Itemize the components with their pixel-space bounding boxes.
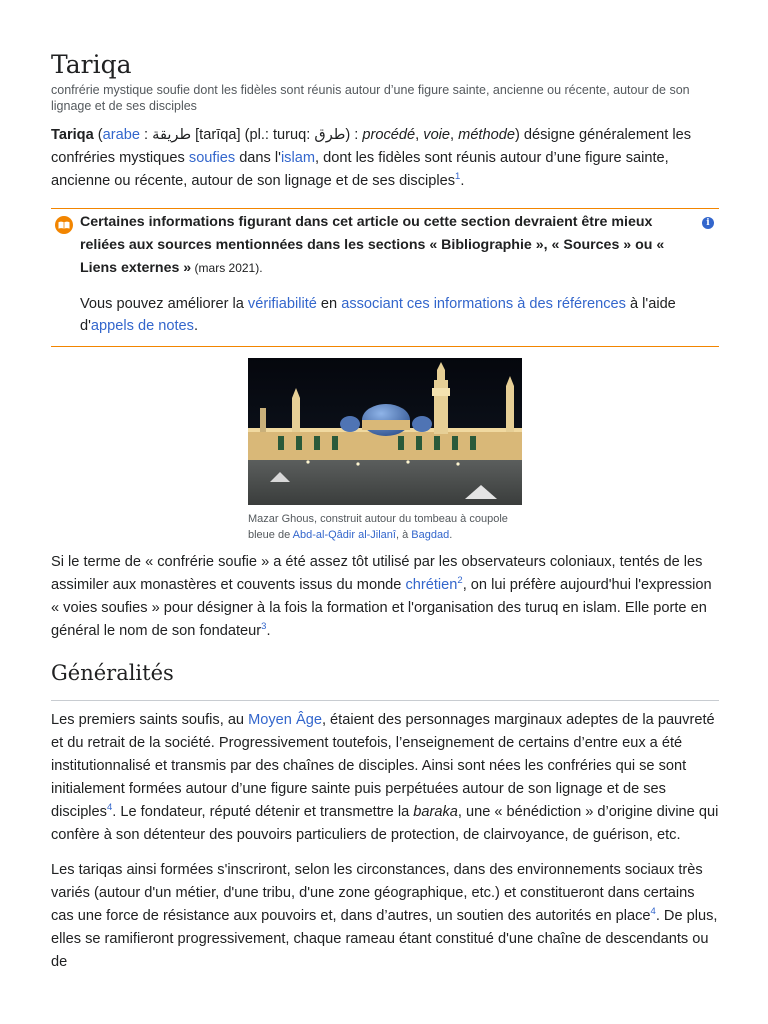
intro-text: , dont les fidèles sont réunis autour d’une figure sainte, ancienne ou récente, autour de son lignage et de ses disciples (51, 150, 669, 189)
article-figure (248, 358, 522, 543)
paragraph-text: , étaient des personnages marginaux adeptes de la pauvreté et du retrait de la société. Progressivement toutefois, l’enseignement de certains d’entre eux a été institutionnalisé et transmis par des chaînes de disciples. Ainsi sont nées les confréries qui se sont initialement formées autour d’une figure sainte puis perpétuées autour de son lignage et de ses disciples (51, 712, 715, 820)
verifiability-notice (51, 208, 719, 347)
terminology-paragraph (51, 551, 719, 643)
paragraph-text: Les tariqas ainsi formées s'inscriront, selon les circonstances, dans des environnements sociaux très variés (autour d'un métier, d'une tribu, d'une zone géographique, etc.) et constitueront dans certains cas une force de résistance aux pouvoirs et, dans d’autres, un soutien des autorités en place (51, 862, 703, 924)
page-title: Tariqa (51, 50, 132, 79)
intro-open-paren: ( (93, 127, 103, 143)
moyen-age-link[interactable]: Moyen Âge (248, 712, 322, 728)
notice-main-text: Certaines informations figurant dans cet article ou cette section devraient être mieux reliées aux sources mentionnées dans les sections « Bibliographie », « Sources » ou « Liens externes » (80, 214, 665, 276)
section-divider (51, 700, 719, 701)
associant-references-link[interactable]: associant ces informations à des références (341, 296, 626, 312)
chretien-link[interactable]: chrétien (405, 577, 458, 593)
notice-help (80, 293, 700, 337)
appels-de-notes-link[interactable]: appels de notes (90, 318, 194, 334)
intro-word-methode: méthode (458, 127, 515, 143)
intro-end: . (460, 173, 465, 189)
intro-paragraph (51, 124, 719, 193)
paragraph-text: Si le terme de « confrérie soufie » a été assez tôt utilisé par les observateurs coloniaux, tentés de les assimiler aux monastères et couvents issus du monde (51, 554, 703, 593)
section-heading-generalites: Généralités (51, 661, 174, 685)
reference-4[interactable]: 4 (650, 906, 656, 918)
reference-4[interactable]: 4 (106, 802, 113, 814)
baraka-term: baraka (413, 804, 458, 820)
arabe-link[interactable]: arabe (102, 127, 140, 143)
info-icon[interactable]: i (702, 217, 714, 229)
book-icon (55, 216, 73, 234)
page-subtitle: confrérie mystique soufie dont les fidèles sont réunis autour d’une figure sainte, ancienne ou récente, autour de son lignage et de ses disciples (51, 83, 690, 113)
bagdad-link[interactable]: Bagdad (411, 529, 450, 541)
notice-help-text: en (316, 296, 342, 312)
abd-al-qadir-link[interactable]: Abd-al-Qâdir al-Jilanî (292, 529, 396, 541)
intro-arabic: : طريقة [tarīqa] (pl.: turuq: طرق) : (139, 127, 363, 143)
caption-text: . (449, 529, 453, 541)
intro-word-procede: procédé (362, 127, 416, 143)
soufies-link[interactable]: soufies (188, 150, 236, 166)
mazar-ghous-photo[interactable] (248, 358, 522, 505)
notice-help-text: Vous pouvez améliorer la (80, 296, 248, 312)
reference-2[interactable]: 2 (457, 575, 463, 587)
paragraph-text: , une « bénédiction » d’origine divine qui confère à son détenteur des pouvoirs particuliers de protection, de clairvoyance, de guérison, etc. (51, 804, 719, 843)
notice-date: (mars 2021). (191, 261, 263, 275)
figure-caption (248, 511, 522, 543)
paragraph-text: , on lui préfère aujourd'hui l'expression « voies soufies » pour désigner à la fois la formation et l'organisation des turuq en islam. Elle porte en général le nom de son fondateur (51, 577, 712, 639)
intro-word-voie: voie (423, 127, 451, 143)
intro-text: dans l' (235, 150, 281, 166)
paragraph-text: . (266, 623, 271, 639)
intro-sep: , (415, 127, 424, 143)
paragraph-text: . De plus, elles se ramifieront progressivement, chaque rameau étant constitué d'une chaîne de descendants ou de (51, 908, 718, 970)
reference-1[interactable]: 1 (455, 171, 461, 183)
caption-text: Mazar Ghous, construit autour du tombeau à coupole bleue de (248, 513, 508, 541)
verifiabilite-link[interactable]: vérifiabilité (247, 296, 317, 312)
reference-3[interactable]: 3 (261, 621, 267, 633)
intro-text: ) désigne généralement les confréries mystiques (51, 127, 691, 166)
islam-link[interactable]: islam (280, 150, 315, 166)
paragraph-text: Les premiers saints soufis, au (51, 712, 249, 728)
intro-term: Tariqa (51, 127, 94, 143)
intro-sep: , (450, 127, 459, 143)
caption-text: , à (395, 529, 412, 541)
paragraph-text: . Le fondateur, réputé détenir et transmettre la (112, 804, 414, 820)
notice-message (80, 211, 692, 280)
notice-help-text: à l'aide d' (80, 296, 676, 334)
generalites-paragraph-1 (51, 709, 719, 847)
notice-help-text: . (193, 318, 199, 334)
generalites-paragraph-2 (51, 859, 719, 974)
